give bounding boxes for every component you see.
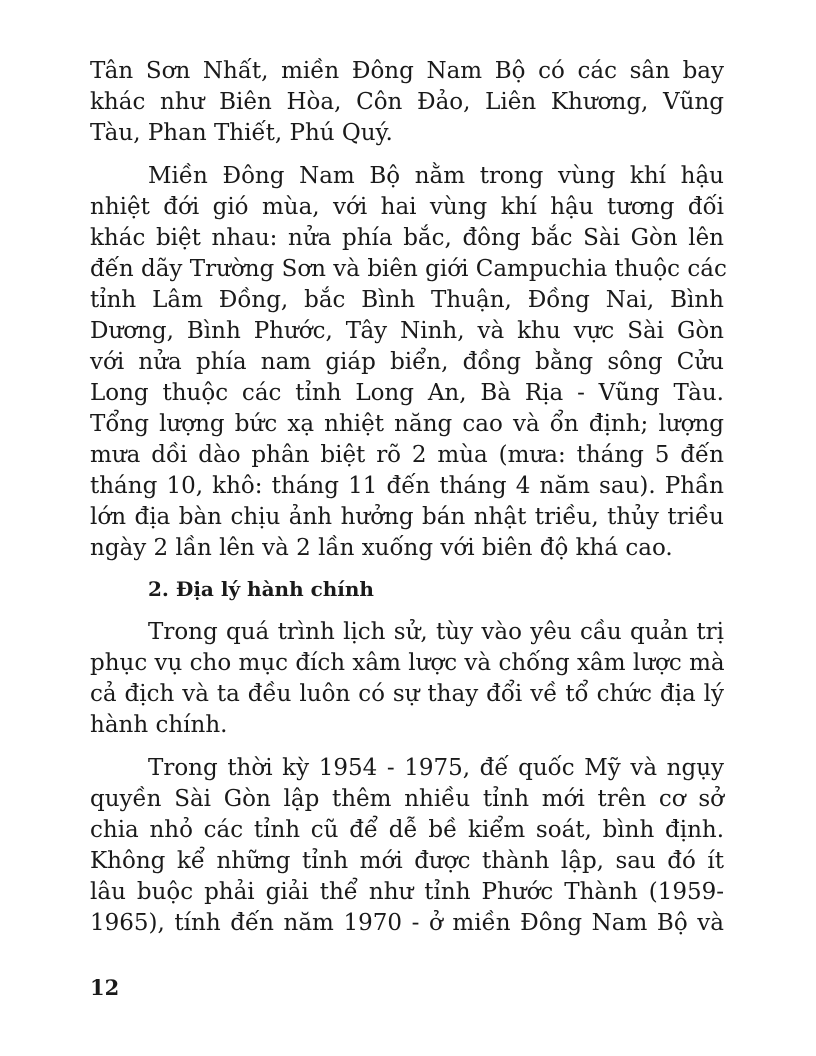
text-line: với nửa phía nam giáp biển, đồng bằng sông Cửu (90, 349, 724, 375)
text-line: Tân Sơn Nhất, miền Đông Nam Bộ có các sân bay (90, 58, 724, 84)
text-line: Tổng lượng bức xạ nhiệt năng cao và ổn định; lượng (90, 411, 724, 437)
text-line: chia nhỏ các tỉnh cũ để dễ bề kiểm soát, bình định. (90, 817, 724, 843)
text-line: lớn địa bàn chịu ảnh hưởng bán nhật triều, thủy triều (90, 504, 724, 530)
text-line: quyền Sài Gòn lập thêm nhiều tỉnh mới trên cơ sở (90, 786, 724, 812)
text-line: Miền Đông Nam Bộ nằm trong vùng khí hậu (148, 163, 724, 189)
text-line: cả địch và ta đều luôn có sự thay đổi về tổ chức địa lý (90, 681, 724, 707)
text-line: Long thuộc các tỉnh Long An, Bà Rịa - Vũng Tàu. (90, 380, 724, 406)
text-line: Trong thời kỳ 1954 - 1975, đế quốc Mỹ và ngụy (148, 755, 724, 781)
paragraph-1 (90, 56, 724, 149)
text-line: ngày 2 lần lên và 2 lần xuống với biên độ khá cao. (90, 535, 673, 561)
text-line: Trong quá trình lịch sử, tùy vào yêu cầu quản trị (148, 619, 724, 645)
section-heading: 2. Địa lý hành chính (148, 577, 374, 601)
text-line: lâu buộc phải giải thể như tỉnh Phước Thành (1959- (90, 879, 724, 905)
text-line: mưa dồi dào phân biệt rõ 2 mùa (mưa: tháng 5 đến (90, 442, 724, 468)
text-line: nhiệt đới gió mùa, với hai vùng khí hậu tương đối (90, 194, 724, 220)
text-line: hành chính. (90, 712, 228, 738)
text-line: Tàu, Phan Thiết, Phú Quý. (90, 120, 393, 146)
paragraph-3 (90, 617, 724, 741)
text-line: tỉnh Lâm Đồng, bắc Bình Thuận, Đồng Nai, Bình (90, 287, 724, 313)
page-body (90, 56, 727, 939)
paragraph-4 (90, 753, 724, 939)
paragraph-2 (90, 161, 727, 564)
text-line: 1965), tính đến năm 1970 - ở miền Đông Nam Bộ và (90, 910, 724, 936)
text-line: đến dãy Trường Sơn và biên giới Campuchia thuộc các (90, 256, 727, 282)
text-line: tháng 10, khô: tháng 11 đến tháng 4 năm sau). Phần (90, 473, 724, 499)
page-number: 12 (90, 975, 120, 1000)
text-line: khác như Biên Hòa, Côn Đảo, Liên Khương, Vũng (90, 89, 724, 115)
text-line: Không kể những tỉnh mới được thành lập, sau đó ít (90, 848, 724, 874)
text-line: Dương, Bình Phước, Tây Ninh, và khu vực Sài Gòn (90, 318, 724, 344)
text-line: phục vụ cho mục đích xâm lược và chống xâm lược mà (90, 650, 725, 676)
text-line: khác biệt nhau: nửa phía bắc, đông bắc Sài Gòn lên (90, 225, 724, 251)
